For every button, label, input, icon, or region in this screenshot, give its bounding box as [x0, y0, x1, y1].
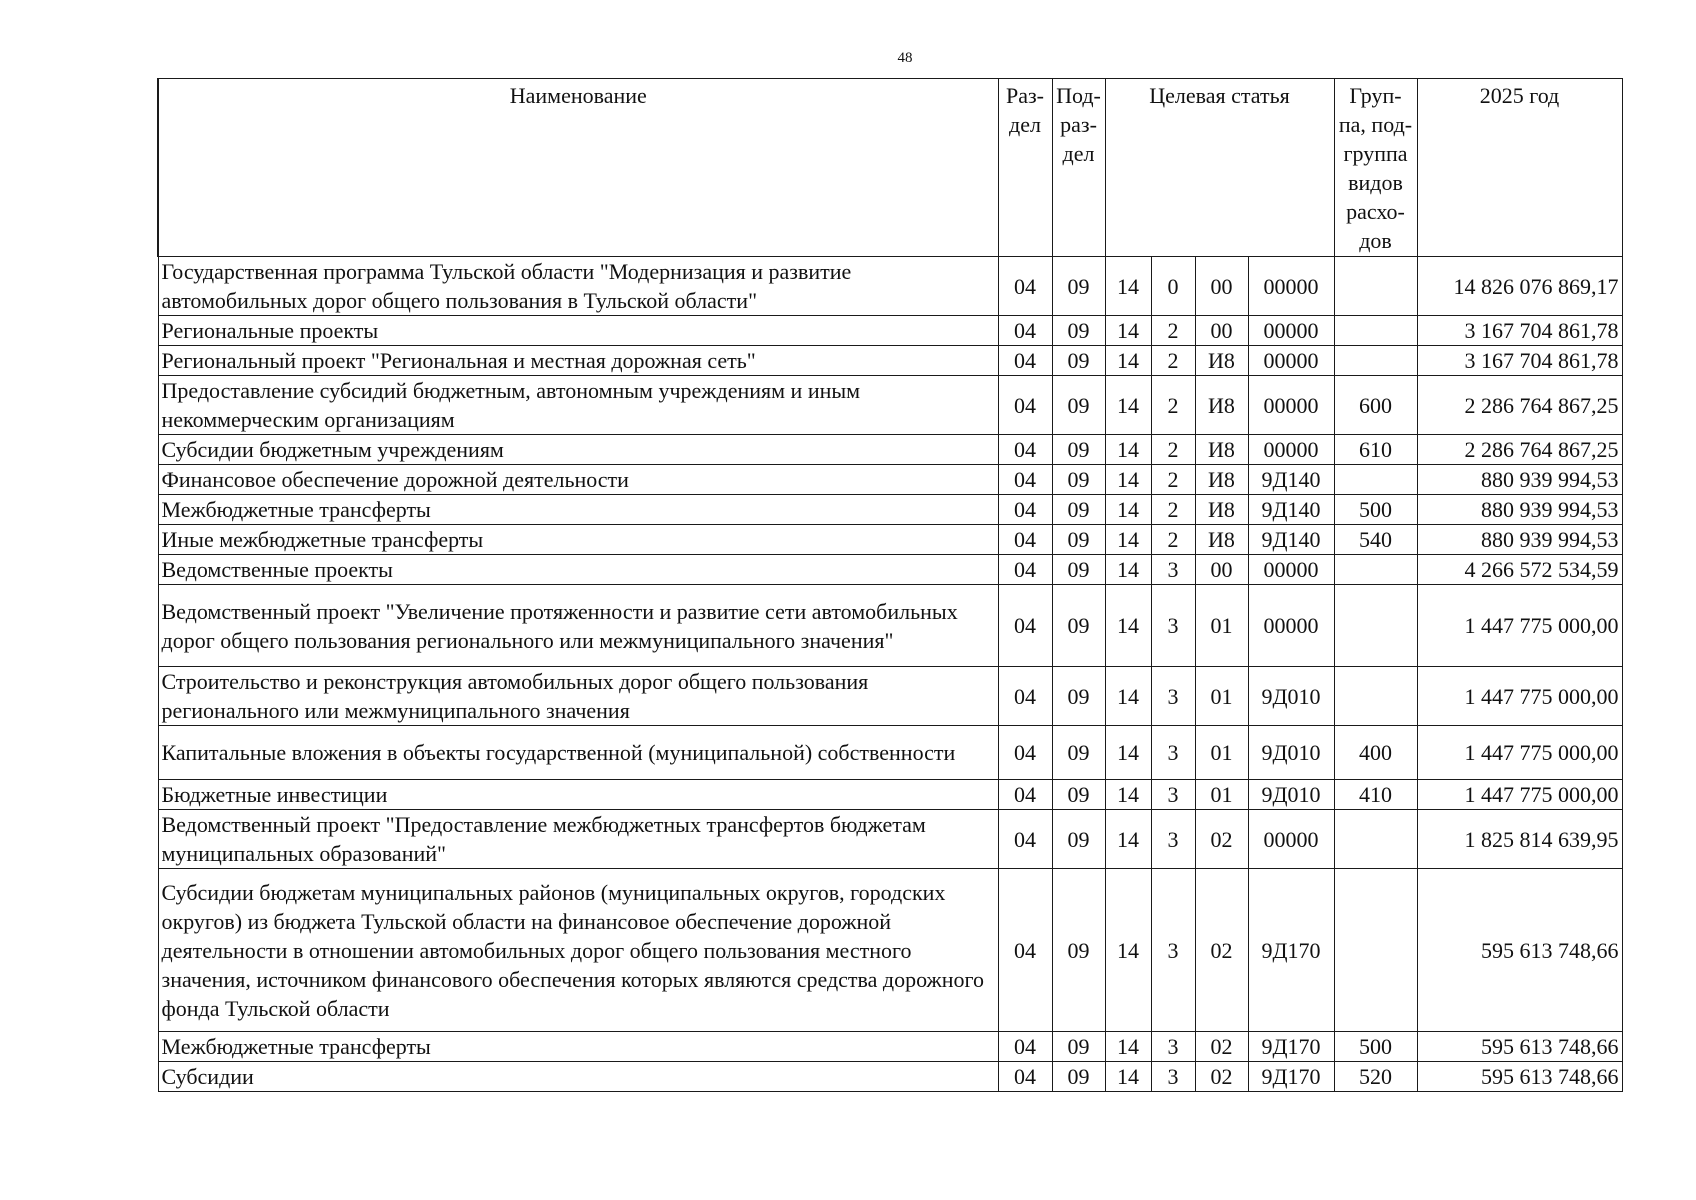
row-project-code: 00: [1195, 316, 1248, 346]
row-expense-code: 00000: [1248, 346, 1334, 376]
row-project-code: 00: [1195, 555, 1248, 585]
row-direction-code: 2: [1151, 346, 1195, 376]
row-section: 04: [998, 316, 1052, 346]
row-subsection: 09: [1052, 1032, 1105, 1062]
row-amount: 3 167 704 861,78: [1417, 346, 1622, 376]
row-section: 04: [998, 810, 1052, 869]
header-subsection: Под-раз-дел: [1052, 79, 1105, 257]
row-expense-code: 00000: [1248, 435, 1334, 465]
table-row: [158, 555, 1622, 585]
table-row: [158, 726, 1622, 780]
row-subsection: 09: [1052, 376, 1105, 435]
row-section: 04: [998, 1032, 1052, 1062]
row-subsection: 09: [1052, 780, 1105, 810]
row-project-code: И8: [1195, 495, 1248, 525]
row-program-code: 14: [1105, 869, 1151, 1032]
row-expense-group: 400: [1334, 726, 1417, 780]
row-amount: 1 825 814 639,95: [1417, 810, 1622, 869]
row-amount: 880 939 994,53: [1417, 465, 1622, 495]
row-program-code: 14: [1105, 1032, 1151, 1062]
row-direction-code: 3: [1151, 1062, 1195, 1092]
row-expense-group: 410: [1334, 780, 1417, 810]
row-name: Региональный проект "Региональная и местная дорожная сеть": [158, 346, 998, 376]
row-section: 04: [998, 376, 1052, 435]
row-subsection: 09: [1052, 555, 1105, 585]
row-project-code: 00: [1195, 257, 1248, 316]
row-section: 04: [998, 257, 1052, 316]
row-name: Иные межбюджетные трансферты: [158, 525, 998, 555]
row-program-code: 14: [1105, 810, 1151, 869]
row-direction-code: 0: [1151, 257, 1195, 316]
row-amount: 880 939 994,53: [1417, 525, 1622, 555]
row-name: Межбюджетные трансферты: [158, 1032, 998, 1062]
row-subsection: 09: [1052, 726, 1105, 780]
row-amount: 4 266 572 534,59: [1417, 555, 1622, 585]
row-project-code: 02: [1195, 869, 1248, 1032]
row-section: 04: [998, 435, 1052, 465]
row-expense-code: 9Д010: [1248, 726, 1334, 780]
row-amount: 2 286 764 867,25: [1417, 376, 1622, 435]
row-section: 04: [998, 726, 1052, 780]
row-amount: 2 286 764 867,25: [1417, 435, 1622, 465]
header-row: [158, 79, 1622, 257]
row-name: Ведомственный проект "Предоставление межбюджетных трансфертов бюджетам муниципальных образований": [158, 810, 998, 869]
row-amount: 1 447 775 000,00: [1417, 726, 1622, 780]
row-subsection: 09: [1052, 495, 1105, 525]
row-program-code: 14: [1105, 465, 1151, 495]
row-direction-code: 3: [1151, 667, 1195, 726]
row-program-code: 14: [1105, 1062, 1151, 1092]
table-row: [158, 346, 1622, 376]
row-subsection: 09: [1052, 316, 1105, 346]
row-name: Капитальные вложения в объекты государственной (муниципальной) собственности: [158, 726, 998, 780]
row-amount: 3 167 704 861,78: [1417, 316, 1622, 346]
row-name: Предоставление субсидий бюджетным, автономным учреждениям и иным некоммерческим организациям: [158, 376, 998, 435]
row-direction-code: 2: [1151, 316, 1195, 346]
row-section: 04: [998, 780, 1052, 810]
table-row: [158, 435, 1622, 465]
row-subsection: 09: [1052, 435, 1105, 465]
row-program-code: 14: [1105, 525, 1151, 555]
table-row: [158, 585, 1622, 667]
row-section: 04: [998, 525, 1052, 555]
row-project-code: 01: [1195, 585, 1248, 667]
row-name: Ведомственный проект "Увеличение протяженности и развитие сети автомобильных дорог общего пользования регионального или межмуниципального значения": [158, 585, 998, 667]
row-project-code: И8: [1195, 346, 1248, 376]
row-name: Строительство и реконструкция автомобильных дорог общего пользования регионального или межмуниципального значения: [158, 667, 998, 726]
header-section: Раз-дел: [998, 79, 1052, 257]
budget-table: [157, 78, 1623, 1092]
row-subsection: 09: [1052, 525, 1105, 555]
row-section: 04: [998, 465, 1052, 495]
row-subsection: 09: [1052, 810, 1105, 869]
row-direction-code: 3: [1151, 780, 1195, 810]
table-row: [158, 1062, 1622, 1092]
row-amount: 1 447 775 000,00: [1417, 585, 1622, 667]
table-row: [158, 495, 1622, 525]
header-target-article: Целевая статья: [1105, 79, 1334, 257]
table-row: [158, 376, 1622, 435]
row-direction-code: 3: [1151, 810, 1195, 869]
row-expense-group: [1334, 465, 1417, 495]
row-expense-code: 9Д170: [1248, 869, 1334, 1032]
row-direction-code: 3: [1151, 1032, 1195, 1062]
table-row: [158, 780, 1622, 810]
row-expense-code: 9Д140: [1248, 465, 1334, 495]
row-program-code: 14: [1105, 257, 1151, 316]
row-project-code: 02: [1195, 1032, 1248, 1062]
row-section: 04: [998, 555, 1052, 585]
row-subsection: 09: [1052, 585, 1105, 667]
row-expense-group: 520: [1334, 1062, 1417, 1092]
row-expense-group: 500: [1334, 1032, 1417, 1062]
row-amount: 1 447 775 000,00: [1417, 667, 1622, 726]
row-subsection: 09: [1052, 465, 1105, 495]
row-expense-code: 9Д170: [1248, 1032, 1334, 1062]
row-program-code: 14: [1105, 780, 1151, 810]
row-subsection: 09: [1052, 667, 1105, 726]
row-expense-group: [1334, 667, 1417, 726]
row-expense-code: 9Д140: [1248, 525, 1334, 555]
row-direction-code: 2: [1151, 465, 1195, 495]
row-amount: 595 613 748,66: [1417, 1032, 1622, 1062]
row-program-code: 14: [1105, 346, 1151, 376]
row-project-code: 01: [1195, 780, 1248, 810]
row-project-code: 01: [1195, 726, 1248, 780]
row-program-code: 14: [1105, 316, 1151, 346]
row-name: Субсидии: [158, 1062, 998, 1092]
row-expense-code: 00000: [1248, 316, 1334, 346]
row-expense-group: [1334, 257, 1417, 316]
row-expense-code: 9Д140: [1248, 495, 1334, 525]
row-expense-group: 500: [1334, 495, 1417, 525]
row-expense-code: 00000: [1248, 376, 1334, 435]
row-subsection: 09: [1052, 346, 1105, 376]
row-section: 04: [998, 346, 1052, 376]
row-expense-group: [1334, 869, 1417, 1032]
row-program-code: 14: [1105, 495, 1151, 525]
row-expense-code: 9Д010: [1248, 667, 1334, 726]
row-project-code: И8: [1195, 525, 1248, 555]
row-expense-code: 00000: [1248, 257, 1334, 316]
row-program-code: 14: [1105, 435, 1151, 465]
table-row: [158, 257, 1622, 316]
table-row: [158, 316, 1622, 346]
row-project-code: И8: [1195, 376, 1248, 435]
table-row: [158, 1032, 1622, 1062]
row-subsection: 09: [1052, 869, 1105, 1032]
row-section: 04: [998, 1062, 1052, 1092]
row-section: 04: [998, 667, 1052, 726]
row-direction-code: 3: [1151, 869, 1195, 1032]
row-amount: 595 613 748,66: [1417, 1062, 1622, 1092]
row-direction-code: 3: [1151, 585, 1195, 667]
row-expense-group: [1334, 810, 1417, 869]
header-year: 2025 год: [1417, 79, 1622, 257]
table-row: [158, 810, 1622, 869]
table-row: [158, 525, 1622, 555]
row-direction-code: 2: [1151, 376, 1195, 435]
row-section: 04: [998, 585, 1052, 667]
row-amount: 595 613 748,66: [1417, 869, 1622, 1032]
header-name: Наименование: [158, 79, 998, 257]
row-name: Субсидии бюджетным учреждениям: [158, 435, 998, 465]
row-program-code: 14: [1105, 667, 1151, 726]
row-expense-group: 610: [1334, 435, 1417, 465]
row-name: Финансовое обеспечение дорожной деятельности: [158, 465, 998, 495]
row-amount: 880 939 994,53: [1417, 495, 1622, 525]
row-expense-group: [1334, 585, 1417, 667]
row-project-code: И8: [1195, 465, 1248, 495]
table-row: [158, 465, 1622, 495]
row-name: Межбюджетные трансферты: [158, 495, 998, 525]
row-section: 04: [998, 495, 1052, 525]
row-subsection: 09: [1052, 257, 1105, 316]
header-expense-group: Груп-па, под-группа видов расхо-дов: [1334, 79, 1417, 257]
row-expense-code: 9Д170: [1248, 1062, 1334, 1092]
row-name: Ведомственные проекты: [158, 555, 998, 585]
row-expense-code: 9Д010: [1248, 780, 1334, 810]
row-amount: 1 447 775 000,00: [1417, 780, 1622, 810]
row-direction-code: 2: [1151, 495, 1195, 525]
row-project-code: 02: [1195, 1062, 1248, 1092]
row-expense-group: 600: [1334, 376, 1417, 435]
row-expense-code: 00000: [1248, 810, 1334, 869]
row-section: 04: [998, 869, 1052, 1032]
row-subsection: 09: [1052, 1062, 1105, 1092]
row-program-code: 14: [1105, 585, 1151, 667]
row-program-code: 14: [1105, 376, 1151, 435]
row-expense-code: 00000: [1248, 585, 1334, 667]
row-expense-group: [1334, 555, 1417, 585]
row-expense-group: [1334, 316, 1417, 346]
row-direction-code: 2: [1151, 525, 1195, 555]
row-expense-code: 00000: [1248, 555, 1334, 585]
row-project-code: 02: [1195, 810, 1248, 869]
table-row: [158, 869, 1622, 1032]
row-program-code: 14: [1105, 555, 1151, 585]
row-name: Субсидии бюджетам муниципальных районов (муниципальных округов, городских округов) из бюджета Тульской области на финансовое обеспечение дорожной деятельности в отношении автомобильных дорог общего пользования местного значения, источником финансового обеспечения которых являются средства дорожного фонда Тульской области: [158, 869, 998, 1032]
row-direction-code: 3: [1151, 726, 1195, 780]
row-direction-code: 3: [1151, 555, 1195, 585]
page-number: 48: [897, 50, 913, 66]
row-name: Государственная программа Тульской области "Модернизация и развитие автомобильных дорог общего пользования в Тульской области": [158, 257, 998, 316]
row-amount: 14 826 076 869,17: [1417, 257, 1622, 316]
row-name: Региональные проекты: [158, 316, 998, 346]
row-project-code: И8: [1195, 435, 1248, 465]
row-direction-code: 2: [1151, 435, 1195, 465]
row-expense-group: [1334, 346, 1417, 376]
row-project-code: 01: [1195, 667, 1248, 726]
row-program-code: 14: [1105, 726, 1151, 780]
table-row: [158, 667, 1622, 726]
row-name: Бюджетные инвестиции: [158, 780, 998, 810]
row-expense-group: 540: [1334, 525, 1417, 555]
